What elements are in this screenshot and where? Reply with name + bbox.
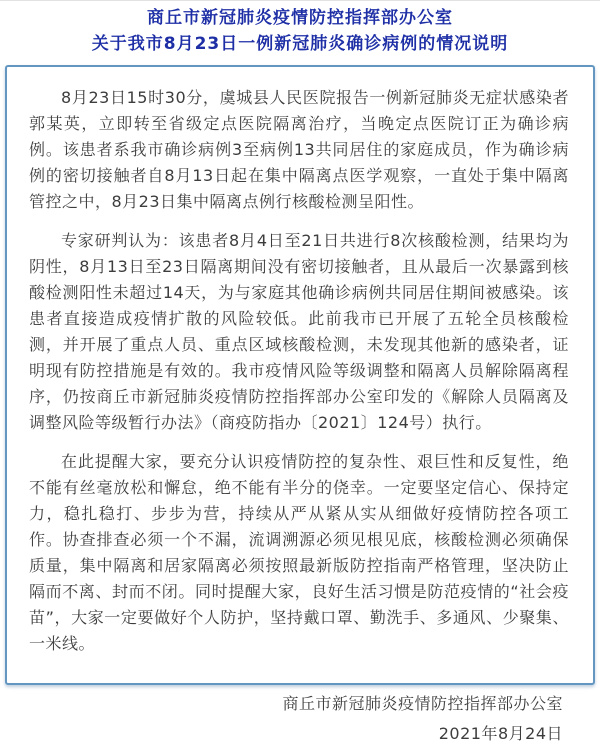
- paragraph-expert-assessment: 专家研判认为：该患者8月4日至21日共进行8次核酸检测，结果均为阴性，8月13日至23日隔离期间没有密切接触者，且从最后一次暴露到核酸检测阳性未超过14天，为与家庭其他确诊病例共同居住期间被感染。该患者直接造成疫情扩散的风险较低。此前我市已开展了五轮全员核酸检测，并开展了重点人员、重点区域核酸检测，未发现其他新的感染者，证明现有防控措施是有效的。我市疫情风险等级调整和隔离人员解除隔离程序，仍按商丘市新冠肺炎疫情防控指挥部办公室印发的《解除人员隔离及调整风险等级暂行办法》（商疫防指办〔2021〕124号）执行。: [29, 231, 569, 432]
- notice-title-line2: 关于我市8月23日一例新冠肺炎确诊病例的情况说明: [91, 34, 509, 54]
- signature-issuer: 商丘市新冠肺炎疫情防控指挥部办公室: [282, 694, 563, 713]
- signature-date: 2021年8月24日: [438, 724, 563, 743]
- signature-block: [29, 689, 569, 749]
- paragraph-public-reminder: 在此提醒大家，要充分认识疫情防控的复杂性、艰巨性和反复性，绝不能有丝毫放松和懈怠，绝不能有半分的侥幸。一定要坚定信心、保持定力，稳扎稳打、步步为营，持续从严从紧从实从细做好疫情防控各项工作。协查排查必须一个不漏，流调溯源必须见根见底，核酸检测必须确保质量，集中隔离和居家隔离必须按照最新版防控指南严格管理，坚决防止隔而不离、封而不闭。同时提醒大家，良好生活习惯是防范疫情的“社会疫苗”，大家一定要做好个人防护，坚持戴口罩、勤洗手、多通风、少聚集、一米线。: [29, 452, 569, 653]
- notice-header: [0, 1, 600, 57]
- notice-title-line1: 商丘市新冠肺炎疫情防控指挥部办公室: [147, 8, 453, 28]
- notice-content-box: [5, 65, 595, 743]
- paragraph-case-report: 8月23日15时30分，虞城县人民医院报告一例新冠肺炎无症状感染者郭某英，立即转至省级定点医院隔离治疗，当晚定点医院订正为确诊病例。该患者系我市确诊病例3至病例13共同居住的家庭成员，作为确诊病例的密切接触者自8月13日起在集中隔离点医学观察，一直处于集中隔离管控之中，8月23日集中隔离点例行核酸检测呈阳性。: [29, 88, 569, 211]
